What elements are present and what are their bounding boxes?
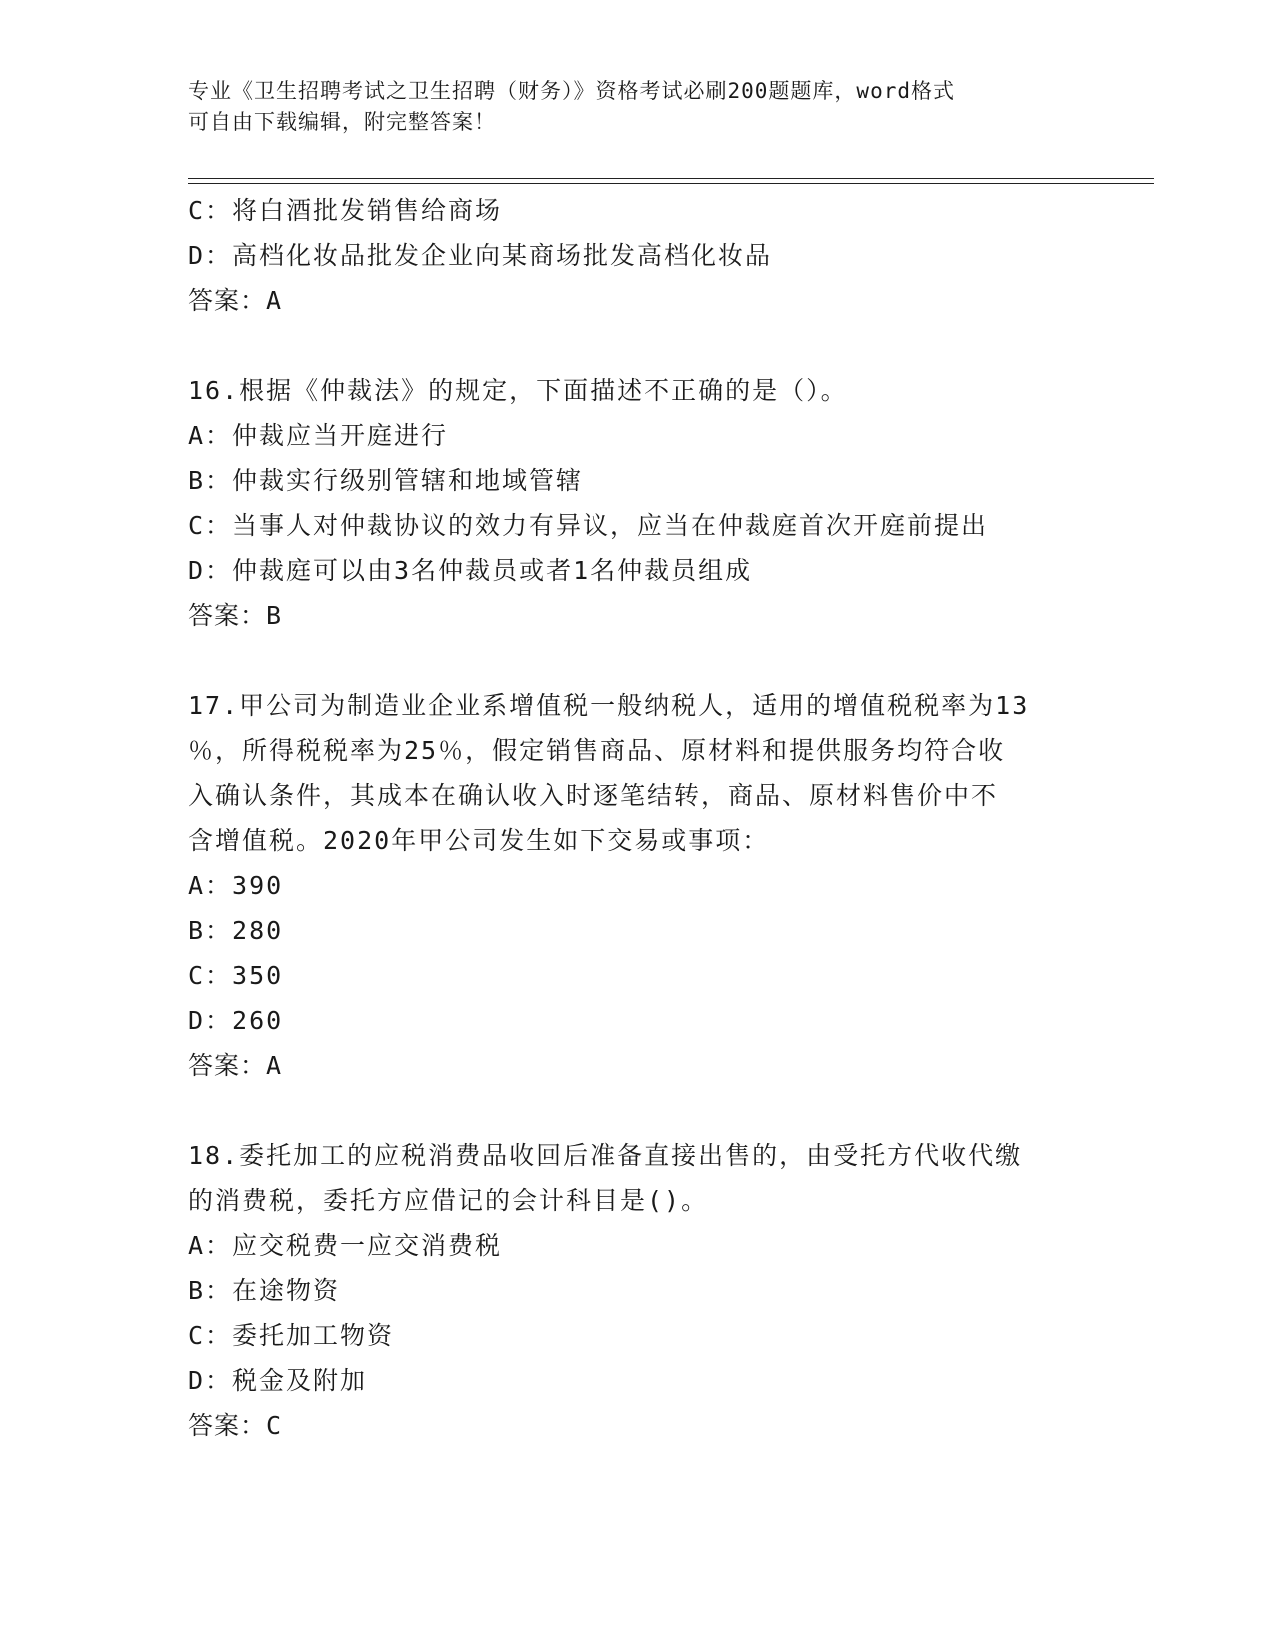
question-18 xyxy=(188,1133,1088,1448)
question-text: 的消费税，委托方应借记的会计科目是()。 xyxy=(188,1186,709,1215)
header-divider-top xyxy=(188,178,1154,179)
option-b: B：280 xyxy=(188,916,284,945)
question-text: 17.甲公司为制造业企业系增值税一般纳税人，适用的增值税税率为13 xyxy=(188,691,1030,720)
option-a: A：应交税费一应交消费税 xyxy=(188,1231,503,1260)
spacer xyxy=(188,1088,1088,1133)
document-body xyxy=(188,188,1088,1448)
option-d: D：税金及附加 xyxy=(188,1366,368,1395)
question-16 xyxy=(188,368,1088,638)
option-a: A：390 xyxy=(188,871,284,900)
answer: 答案：B xyxy=(188,601,283,630)
option-c: C：350 xyxy=(188,961,284,990)
option-d: D：高档化妆品批发企业向某商场批发高档化妆品 xyxy=(188,241,773,270)
answer: 答案：A xyxy=(188,286,283,315)
question-text: 含增值税。2020年甲公司发生如下交易或事项： xyxy=(188,826,770,855)
option-c: C：将白酒批发销售给商场 xyxy=(188,196,503,225)
option-b: B：仲裁实行级别管辖和地域管辖 xyxy=(188,466,584,495)
question-17 xyxy=(188,683,1088,1088)
option-c: C：当事人对仲裁协议的效力有异议，应当在仲裁庭首次开庭前提出 xyxy=(188,511,989,540)
document-header xyxy=(188,76,1068,138)
question-text: 18.委托加工的应税消费品收回后准备直接出售的，由受托方代收代缴 xyxy=(188,1141,1023,1170)
prev-question xyxy=(188,188,1088,323)
question-text: 入确认条件，其成本在确认收入时逐笔结转，商品、原材料售价中不 xyxy=(188,781,999,810)
answer: 答案：C xyxy=(188,1411,283,1440)
option-a: A：仲裁应当开庭进行 xyxy=(188,421,449,450)
header-divider-bottom xyxy=(188,183,1154,184)
answer: 答案：A xyxy=(188,1051,283,1080)
option-d: D：仲裁庭可以由3名仲裁员或者1名仲裁员组成 xyxy=(188,556,753,585)
question-text: ％，所得税税率为25％，假定销售商品、原材料和提供服务均符合收 xyxy=(188,736,1006,765)
option-d: D：260 xyxy=(188,1006,284,1035)
header-line-1: 专业《卫生招聘考试之卫生招聘（财务）》资格考试必刷200题题库，word格式 xyxy=(188,79,955,103)
option-b: B：在途物资 xyxy=(188,1276,341,1305)
spacer xyxy=(188,323,1088,368)
header-line-2: 可自由下载编辑，附完整答案！ xyxy=(188,110,496,134)
spacer xyxy=(188,638,1088,683)
option-c: C：委托加工物资 xyxy=(188,1321,395,1350)
question-text: 16.根据《仲裁法》的规定，下面描述不正确的是（）。 xyxy=(188,376,848,405)
